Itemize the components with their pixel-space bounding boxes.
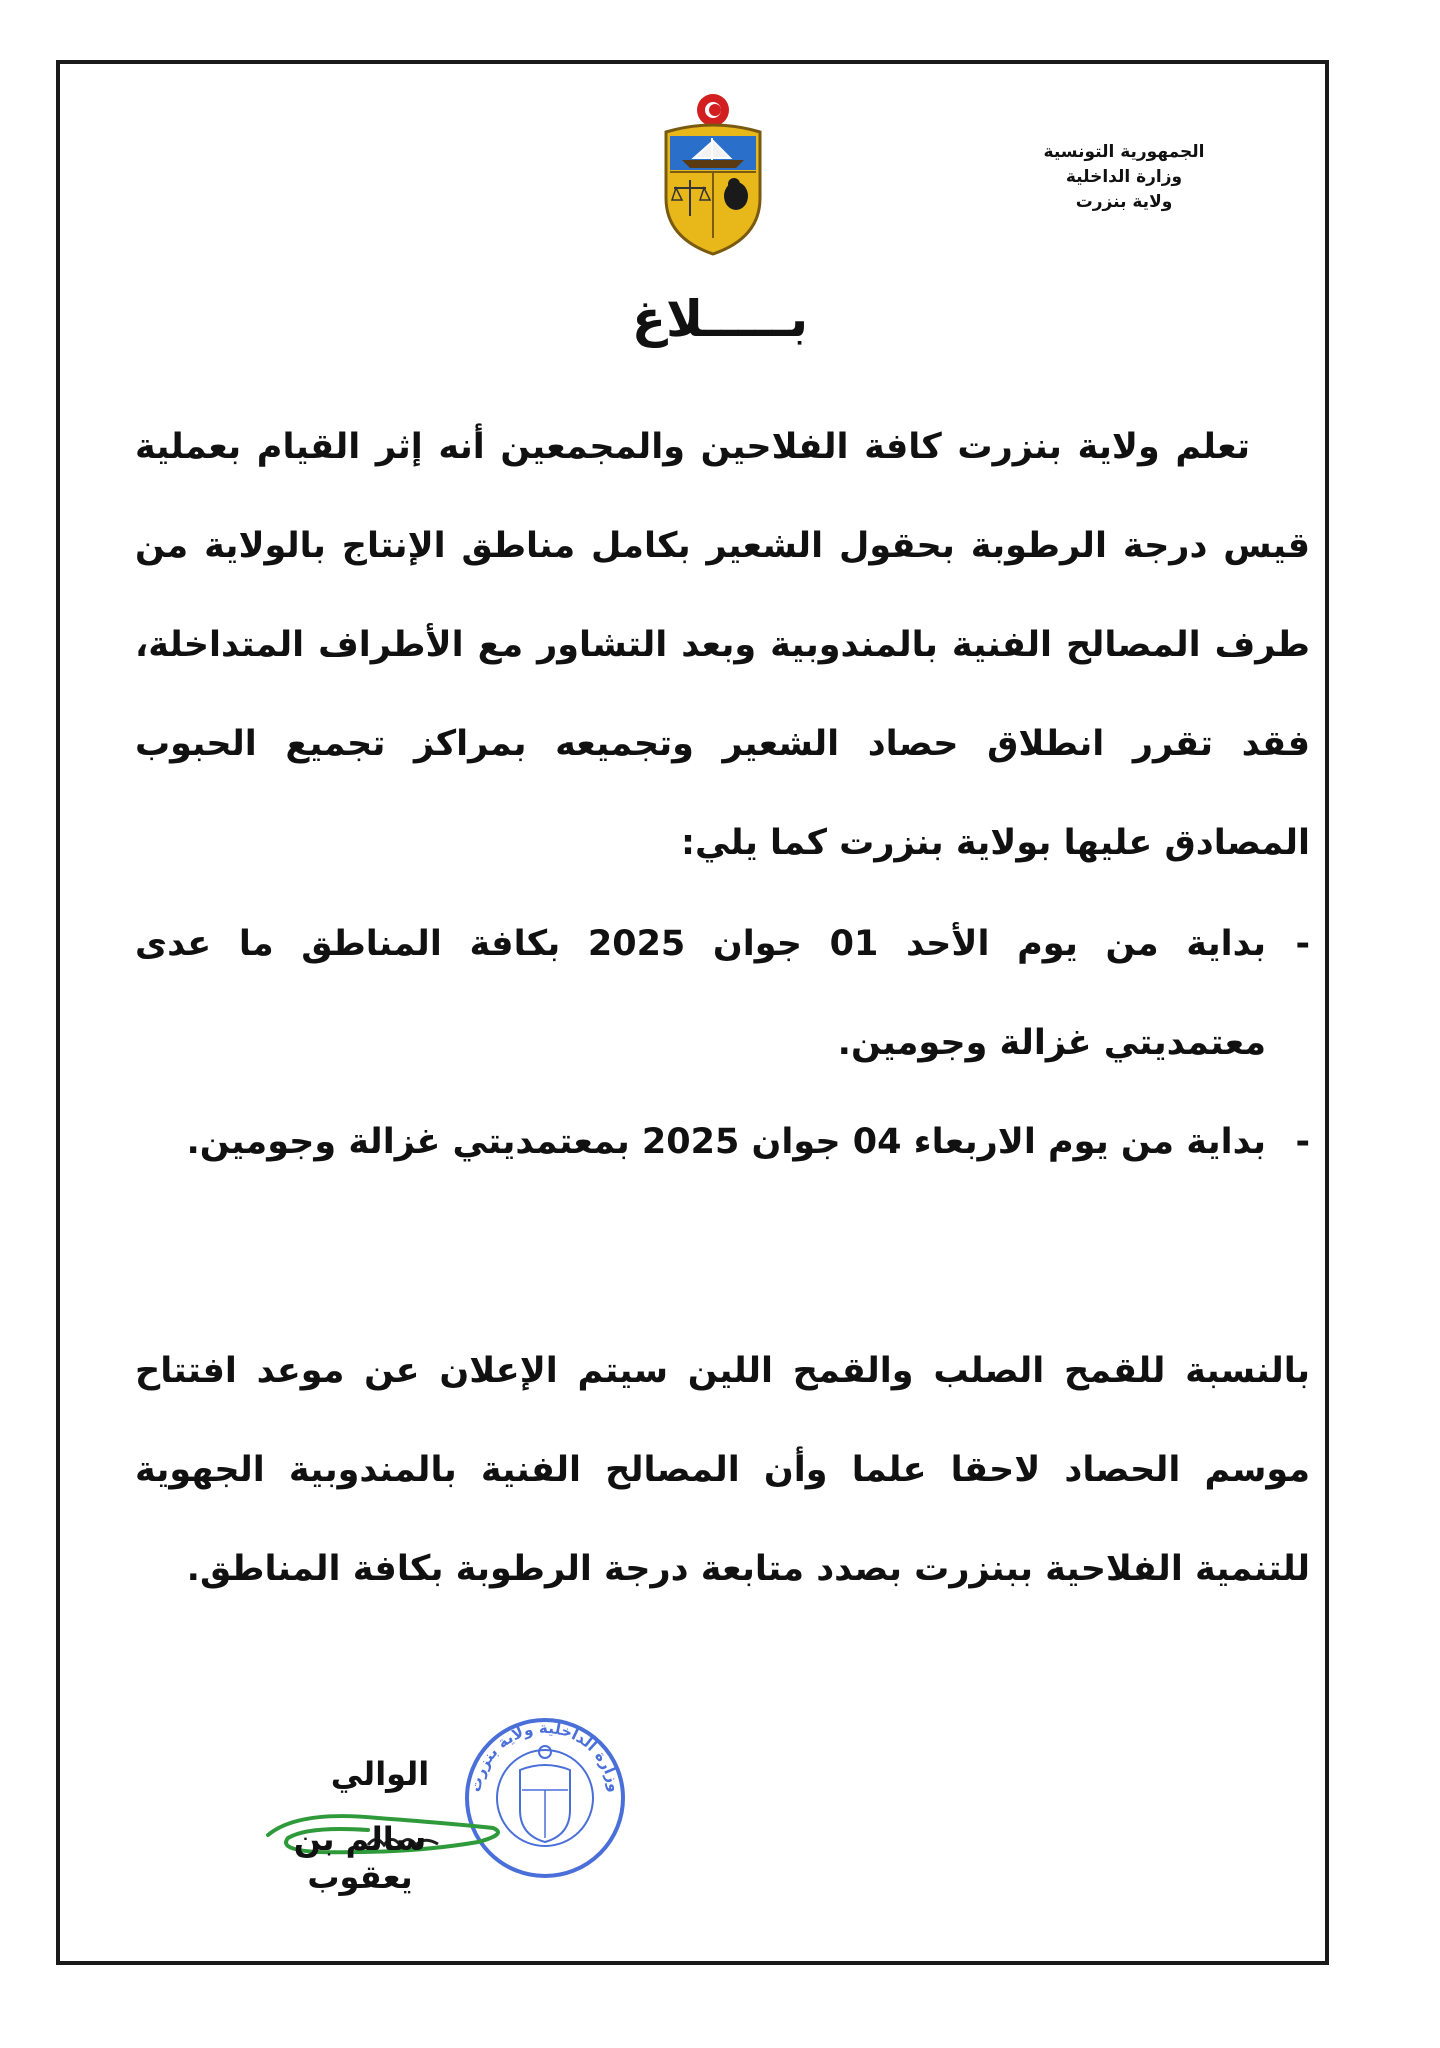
list-item bbox=[135, 1093, 1310, 1192]
list-bullet: - bbox=[1295, 924, 1310, 964]
header-republic: الجمهورية التونسية bbox=[1043, 142, 1205, 162]
issuing-authority bbox=[964, 140, 1284, 215]
header-ministry: وزارة الداخلية bbox=[1065, 167, 1183, 187]
list-item-text: بداية من يوم الاربعاء 04 جوان 2025 بمعتمديتي غزالة وجومين. bbox=[186, 1122, 1266, 1162]
list-bullet: - bbox=[1295, 1122, 1310, 1162]
list-item bbox=[135, 895, 1310, 1093]
signatory-title: الوالي bbox=[330, 1755, 430, 1793]
header-governorate: ولاية بنزرت bbox=[1075, 192, 1173, 212]
schedule-list bbox=[135, 895, 1310, 1192]
document-title: بـــــلاغ bbox=[631, 290, 809, 348]
tunisia-coat-of-arms-icon bbox=[648, 88, 778, 258]
closing-paragraph: بالنسبة للقمح الصلب والقمح اللين سيتم الإعلان عن موعد افتتاح موسم الحصاد لاحقا علما وأن المصالح الفنية بالمندوبية الجهوية للتنمية الفلاحية ببنزرت بصدد متابعة درجة الرطوبة بكافة المناطق. bbox=[135, 1351, 1310, 1589]
signatory-name: سالم بن يعقوب bbox=[293, 1820, 427, 1896]
intro-paragraph: تعلم ولاية بنزرت كافة الفلاحين والمجمعين أنه إثر القيام بعملية قيس درجة الرطوبة بحقول الشعير بكامل مناطق الإنتاج بالولاية من طرف المصالح الفنية بالمندوبية وبعد التشاور مع الأطراف المتداخلة، فقد تقرر انطلاق حصاد الشعير وتجميعه بمراكز تجميع الحبوب المصادق عليها بولاية بنزرت كما يلي: bbox=[135, 427, 1310, 863]
stamp-text: وزارة الداخلية ولاية بنزرت bbox=[466, 1718, 624, 1794]
svg-text:وزارة الداخلية ولاية بنزرت bbox=[466, 1719, 624, 1793]
list-item-text: بداية من يوم الأحد 01 جوان 2025 بكافة المناطق ما عدى معتمديتي غزالة وجومين. bbox=[135, 924, 1266, 1063]
